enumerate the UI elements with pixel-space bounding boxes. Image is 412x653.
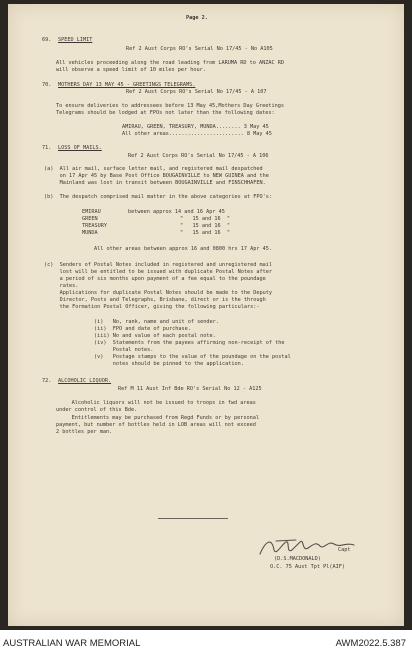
table-area-3: TREASURY [82, 223, 107, 229]
section-71-para-b: (b) The despatch comprised mail matter in the above categories at FPO's: [44, 194, 272, 200]
section-71-para-a-3: Mainland was lost in transit between BOUGAINVILLE and FINSCHHAFEN. [44, 180, 266, 186]
section-72-heading: ALCOHOLIC LIQUOR. [58, 378, 112, 384]
section-70-ref: Ref 2 Aust Corps RO's Serial No 17/45 - A 107 [126, 89, 267, 95]
section-72-line-2: under control of this Bde. [56, 407, 138, 413]
section-71-para-c-1: (c) Senders of Postal Notes included in registered and unregistered mail [44, 262, 272, 268]
particular-3: (iii) No and value of each postal note. [94, 333, 216, 339]
particular-5-cont: notes should be pinned to the application. [94, 361, 244, 367]
signature-rank: Capt [338, 547, 351, 553]
section-71-number: 71. [42, 145, 52, 151]
archive-item-id: AWM2022.5.387 [335, 638, 406, 649]
section-69-line-1: All vehicles proceeding along the road leading from LARUMA RD to ANZAC RD [56, 60, 284, 66]
separator-rule [158, 518, 228, 519]
table-dates-3: " 15 and 16 " [180, 223, 230, 229]
table-dates-4: " 15 and 16 " [180, 230, 230, 236]
particular-1: (i) No, rank, name and unit of sender. [94, 319, 219, 325]
particular-4-cont: Postal notes. [94, 347, 154, 353]
section-72-line-4: payment, but number of bottles held in LOB areas will not exceed [56, 422, 256, 428]
section-71-para-c-2: lost will be entitled to be issued with duplicate Postal Notes after [44, 269, 272, 275]
page-title: Page 2. [186, 15, 208, 21]
table-area-1: EMIRAU [82, 209, 101, 215]
section-72-ref: Ref M 11 Aust Inf Bde RO's Serial No 12 - A125 [118, 386, 262, 392]
archive-footer [0, 632, 412, 653]
table-area-2: GREEN [82, 216, 98, 222]
section-71-para-a-1: (a) All air mail, surface letter mail, and registered mail despatched [44, 166, 263, 172]
section-69-heading: SPEED LIMIT [58, 37, 93, 43]
section-72-line-1: Alcoholic liquors will not be issued to troops in fwd areas [56, 400, 256, 406]
section-70-line-1: To ensure deliveries to addressees before 13 May 45,Mothers Day Greetings [56, 103, 284, 109]
section-72-line-5: 2 bottles per man. [56, 429, 113, 435]
section-70-heading: MOTHERS DAY 13 MAY 45 - GREETINGS TELEGRAMS. [58, 82, 196, 88]
section-71-para-c-6: Director, Posts and Telegraphs, Brisbane, direct or is the through [44, 297, 266, 303]
section-71-para-c-4: rates. [44, 283, 79, 289]
section-71-para-c-5: Applications for duplicate Postal Notes should be made to the Deputy [44, 290, 272, 296]
signature-name: (D.S.MACDONALD) [274, 556, 321, 562]
document-sheet [8, 4, 404, 626]
section-71-heading: LOSS OF MAILS. [58, 145, 102, 151]
particular-2: (ii) FPO and date of purchase. [94, 326, 191, 332]
section-71-para-c-7: the Formation Postal Officer, giving the following particulars:- [44, 304, 260, 310]
section-72-number: 72. [42, 378, 52, 384]
other-areas-line: All other areas between approx 16 and 0800 hrs 17 Apr 45. [94, 246, 273, 252]
section-71-ref: Ref 2 Aust Corps RO's Serial No 17/45 - A 106 [128, 153, 269, 159]
typed-order [8, 4, 404, 626]
section-70-line-2: Telegrams should be lodged at FPOs not later than the following dates: [56, 110, 275, 116]
section-71-para-c-3: a period of six months upon payment of a fee equal to the poundage [44, 276, 266, 282]
section-72-line-3: Entitlements may be purchased from Regd Funds or by personal [56, 415, 260, 421]
table-area-4: MUNDA [82, 230, 98, 236]
table-dates-1: between approx 14 and 16 Apr 45 [128, 209, 225, 215]
section-69-ref: Ref 2 Aust Corps RO's Serial No 17/45 - No A105 [126, 46, 273, 52]
table-dates-2: " 15 and 16 " [180, 216, 230, 222]
section-70-date-2: All other areas........................ 8 May 45 [122, 131, 272, 137]
particular-5: (v) Postage stamps to the value of the poundage on the postal [94, 354, 291, 360]
archive-name: AUSTRALIAN WAR MEMORIAL [3, 638, 141, 649]
signature-unit: O.C. 75 Aust Tpt Pl(AIF) [270, 564, 345, 570]
section-71-para-a-2: on 17 Apr 45 by Base Post Office BOUGAINVILLE to NEW GUINEA and the [44, 173, 269, 179]
section-69-number: 69. [42, 37, 52, 43]
section-69-line-2: will observe a speed limit of 10 miles per hour. [56, 67, 206, 73]
particular-4: (iv) Statements from the payees affirming non-receipt of the [94, 340, 285, 346]
section-70-date-1: AMIRAU, GREEN, TREASURY, MUNDA........ 3 May 45 [122, 124, 269, 130]
section-70-number: 70. [42, 82, 52, 88]
